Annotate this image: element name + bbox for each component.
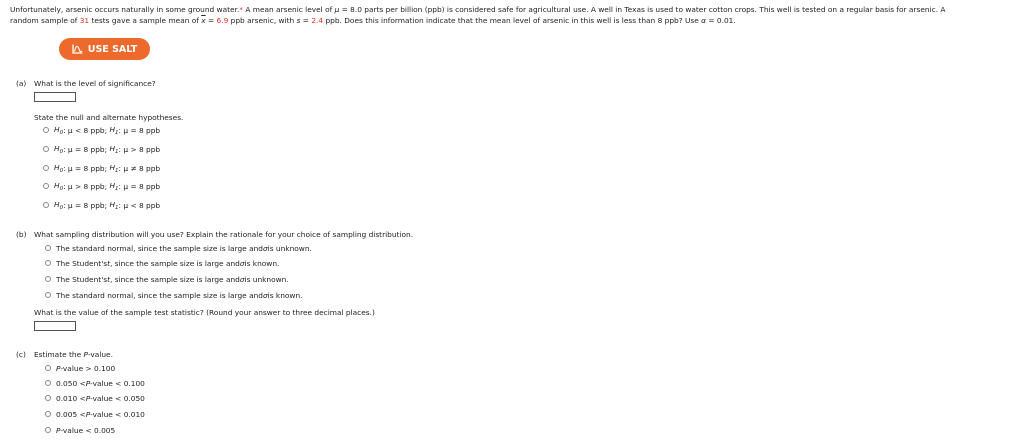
radio-button[interactable]	[43, 183, 49, 189]
intro-text: =	[300, 15, 312, 25]
significance-input[interactable]	[34, 92, 76, 102]
option-text: is known.	[267, 290, 303, 300]
s-symbol: s	[296, 15, 301, 25]
mu-symbol: μ	[334, 5, 340, 14]
hypothesis-option[interactable]: $H_0$ : μ = 8 ppb; $H_1$ : μ > 8 ppb	[43, 143, 160, 155]
footnote-marker[interactable]: *	[239, 5, 243, 14]
p-value-option[interactable]	[45, 408, 145, 420]
intro-text: tests gave a sample mean of	[89, 15, 202, 25]
radio-button[interactable]	[43, 165, 49, 171]
sigma-symbol: σ	[239, 258, 245, 268]
p-symbol: P	[56, 363, 61, 373]
radio-button[interactable]	[45, 245, 51, 251]
option-text: -value < 0.050	[90, 393, 145, 403]
h0-symbol: $H_0$	[54, 124, 64, 136]
option-text: , since the sample size is large and	[109, 274, 240, 284]
option-text: -value < 0.005	[60, 425, 116, 435]
radio-button[interactable]	[45, 395, 51, 401]
part-c-question	[34, 350, 113, 359]
h0-symbol: $H_0$	[54, 180, 64, 192]
p-value-option[interactable]	[45, 377, 145, 389]
distribution-option[interactable]	[45, 242, 312, 254]
h1-symbol: $H_1$	[109, 143, 119, 155]
h0-text: μ = 8 ppb;	[67, 200, 108, 210]
intro-line-1	[10, 5, 1020, 16]
sigma-symbol: σ	[239, 274, 245, 284]
salt-chart-icon	[72, 44, 83, 54]
sample-sd-value: 2.4	[311, 15, 324, 25]
h1-symbol: $H_1$	[109, 180, 119, 192]
option-text: The Student's	[56, 274, 108, 284]
h1-symbol: $H_1$	[109, 162, 119, 174]
intro-text: = 8.0 parts per billion (ppb) is considered safe for agricultural use. A well in Texas is used to water cotton crops. This well is tested on a regular basis for arsenic. A	[339, 5, 946, 14]
h0-symbol: $H_0$	[54, 143, 64, 155]
option-text: The standard normal, since the sample size is large and	[56, 243, 263, 253]
p-value-option[interactable]	[45, 362, 115, 374]
part-c-label: (c)	[16, 350, 26, 359]
h0-symbol: $H_0$	[54, 162, 64, 174]
h0-symbol: $H_0$	[54, 199, 64, 211]
option-text: -value < 0.010	[90, 409, 145, 419]
radio-button[interactable]	[45, 276, 51, 282]
radio-button[interactable]	[43, 146, 49, 152]
radio-button[interactable]	[43, 127, 49, 133]
h1-text: μ = 8 ppb	[123, 181, 161, 191]
distribution-option[interactable]	[45, 289, 303, 301]
h1-text: μ = 8 ppb	[123, 125, 161, 135]
xbar-symbol: $\overline{x}$	[201, 15, 206, 25]
p-symbol: P	[85, 393, 91, 403]
sample-mean-value: 6.9	[216, 15, 229, 25]
intro-line-2	[10, 16, 1020, 27]
distribution-option[interactable]	[45, 257, 279, 269]
h1-text: μ > 8 ppb	[123, 144, 161, 154]
option-text: 0.005 <	[56, 409, 86, 419]
alpha-symbol: α	[701, 15, 707, 25]
t-symbol: t	[107, 258, 110, 268]
p-symbol: P	[83, 350, 88, 359]
intro-text: ppb. Does this information indicate that the mean level of arsenic in this well is less than 8 ppb? Use	[323, 15, 702, 25]
test-statistic-input[interactable]	[34, 321, 76, 331]
radio-button[interactable]	[45, 260, 51, 266]
p-symbol: P	[85, 378, 91, 388]
part-b-label: (b)	[16, 230, 27, 239]
test-statistic-prompt: What is the value of the sample test statistic? (Round your answer to three decimal places.)	[34, 308, 375, 317]
option-text: 0.010 <	[56, 393, 86, 403]
radio-button[interactable]	[45, 411, 51, 417]
option-text: , since the sample size is large and	[109, 258, 240, 268]
option-text: is unknown.	[267, 243, 312, 253]
radio-button[interactable]	[45, 365, 51, 371]
h0-text: μ = 8 ppb;	[67, 144, 108, 154]
h0-text: μ > 8 ppb;	[67, 181, 108, 191]
option-text: The Student's	[56, 258, 108, 268]
intro-text: A mean arsenic level of	[242, 5, 335, 14]
intro-text: random sample of	[10, 15, 80, 25]
part-a-label: (a)	[16, 79, 27, 88]
option-text: 0.050 <	[56, 378, 86, 388]
hypotheses-prompt: State the null and alternate hypotheses.	[34, 113, 184, 122]
option-text: is known.	[244, 258, 280, 268]
p-symbol: P	[56, 425, 61, 435]
radio-button[interactable]	[43, 202, 49, 208]
use-salt-label: USE SALT	[87, 43, 138, 55]
sigma-symbol: σ	[262, 243, 268, 253]
h1-text: μ < 8 ppb	[123, 200, 161, 210]
hypothesis-option[interactable]: $H_0$ : μ < 8 ppb; $H_1$ : μ = 8 ppb	[43, 124, 160, 136]
intro-text: = 0.01.	[706, 15, 736, 25]
radio-button[interactable]	[45, 427, 51, 433]
sigma-symbol: σ	[262, 290, 268, 300]
radio-button[interactable]	[45, 292, 51, 298]
intro-text: =	[205, 15, 217, 25]
intro-text: ppb arsenic, with	[228, 15, 297, 25]
option-text: -value < 0.100	[90, 378, 145, 388]
intro-text: Unfortunately, arsenic occurs naturally in some ground water.	[10, 5, 240, 14]
p-value-option[interactable]	[45, 424, 115, 436]
use-salt-button[interactable]	[59, 38, 150, 60]
h1-text: μ ≠ 8 ppb	[123, 163, 161, 173]
t-symbol: t	[107, 274, 110, 284]
option-text: -value > 0.100	[60, 363, 116, 373]
problem-statement	[10, 5, 1020, 26]
h1-symbol: $H_1$	[109, 199, 119, 211]
option-text: is unknown.	[244, 274, 289, 284]
hypothesis-option[interactable]: $H_0$ : μ = 8 ppb; $H_1$ : μ < 8 ppb	[43, 199, 160, 211]
question-text: Estimate the	[34, 350, 84, 359]
question-text: -value.	[87, 350, 113, 359]
p-symbol: P	[85, 409, 91, 419]
h0-text: μ < 8 ppb;	[67, 125, 108, 135]
option-text: The standard normal, since the sample size is large and	[56, 290, 263, 300]
part-a-question: What is the level of significance?	[34, 79, 156, 88]
hypothesis-option[interactable]: $H_0$ : μ = 8 ppb; $H_1$ : μ ≠ 8 ppb	[43, 162, 160, 174]
part-b-question: What sampling distribution will you use? Explain the rationale for your choice of sampling distribution.	[34, 230, 414, 239]
h1-symbol: $H_1$	[109, 124, 119, 136]
radio-button[interactable]	[45, 380, 51, 386]
distribution-option[interactable]	[45, 273, 289, 285]
hypothesis-option[interactable]: $H_0$ : μ > 8 ppb; $H_1$ : μ = 8 ppb	[43, 180, 160, 192]
p-value-option[interactable]	[45, 392, 145, 404]
sample-size-value: 31	[79, 15, 90, 25]
h0-text: μ = 8 ppb;	[67, 163, 108, 173]
